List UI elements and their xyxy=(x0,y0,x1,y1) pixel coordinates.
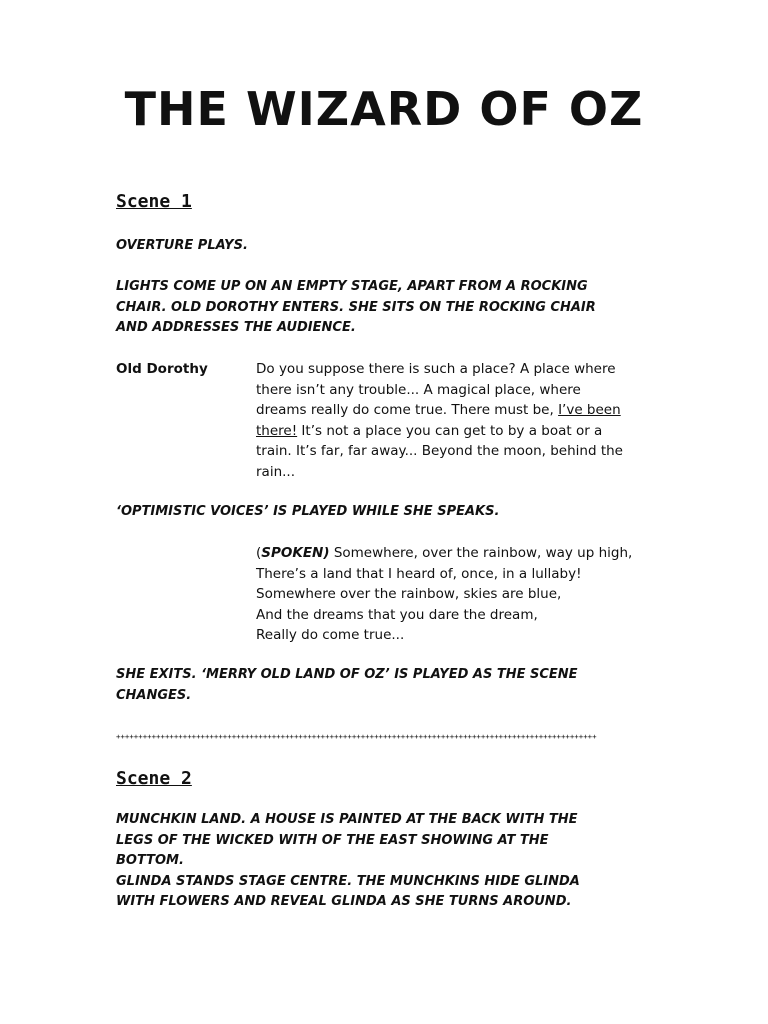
lyric-line: Somewhere over the rainbow, skies are blue, xyxy=(256,586,562,602)
song-lyrics xyxy=(256,543,666,646)
stage-direction-line: MUNCHKIN LAND. A HOUSE IS PAINTED AT THE BACK WITH THE xyxy=(116,812,578,827)
spoken-tag: SPOKEN) xyxy=(261,545,330,561)
stage-direction-line: CHANGES. xyxy=(116,687,192,703)
underlined-text: I’ve been xyxy=(558,402,621,418)
stage-direction-line: BOTTOM. xyxy=(116,853,184,868)
dialogue-line: train. It’s far, far away... Beyond the moon, behind the xyxy=(256,443,623,459)
scene-2-heading: Scene 2 xyxy=(116,768,192,789)
stage-direction-line: AND ADDRESSES THE AUDIENCE. xyxy=(116,320,356,335)
stage-direction-munchkin-land xyxy=(116,810,656,913)
dialogue-line: there isn’t any trouble... A magical place, where xyxy=(256,381,581,398)
dialogue-text: dreams really do come true. There must be, xyxy=(256,402,559,418)
stage-direction-line: CHAIR. OLD DOROTHY ENTERS. SHE SITS ON THE ROCKING CHAIR xyxy=(116,299,596,315)
lyric-line: Really do come true... xyxy=(256,627,405,643)
lyric-line: There’s a land that I heard of, once, in a lullaby! xyxy=(256,565,582,582)
scene-divider: ++++++++++++++++++++++++++++++++++++++++++++++++++++++++++++++++++++++++++++++++++++++++++++++++++++++++++++ xyxy=(116,732,597,741)
lyric-line: And the dreams that you dare the dream, xyxy=(256,606,538,623)
stage-direction-overture: OVERTURE PLAYS. xyxy=(116,238,248,253)
stage-direction-exit xyxy=(116,665,656,706)
dialogue-line: rain... xyxy=(256,463,296,480)
lyric-line xyxy=(256,543,666,564)
character-name-old-dorothy: Old Dorothy xyxy=(116,361,208,377)
dialogue-old-dorothy xyxy=(256,359,666,482)
stage-direction-line: GLINDA STANDS STAGE CENTRE. THE MUNCHKINS HIDE GLINDA xyxy=(116,873,580,889)
dialogue-line xyxy=(256,421,666,442)
underlined-text: there! xyxy=(256,422,298,439)
dialogue-line: Do you suppose there is such a place? A place where xyxy=(256,361,616,377)
stage-direction-line: LEGS OF THE WICKED WITH OF THE EAST SHOWING AT THE xyxy=(116,832,549,848)
stage-direction-line: WITH FLOWERS AND REVEAL GLINDA AS SHE TURNS AROUND. xyxy=(116,894,572,909)
page-title: THE WIZARD OF OZ xyxy=(124,82,644,136)
dialogue-line xyxy=(256,400,666,421)
dialogue-text: It’s not a place you can get to by a boat or a xyxy=(297,422,603,439)
stage-direction-lights xyxy=(116,277,656,339)
stage-direction-line: LIGHTS COME UP ON AN EMPTY STAGE, APART FROM A ROCKING xyxy=(116,279,588,294)
paren: ( xyxy=(256,545,262,561)
scene-1-heading: Scene 1 xyxy=(116,191,192,212)
lyric-text: Somewhere, over the rainbow, way up high, xyxy=(329,545,633,561)
stage-direction-line: SHE EXITS. ‘MERRY OLD LAND OF OZ’ IS PLAYED AS THE SCENE xyxy=(116,667,578,682)
stage-direction-optimistic-voices: ‘OPTIMISTIC VOICES’ IS PLAYED WHILE SHE SPEAKS. xyxy=(116,504,500,519)
